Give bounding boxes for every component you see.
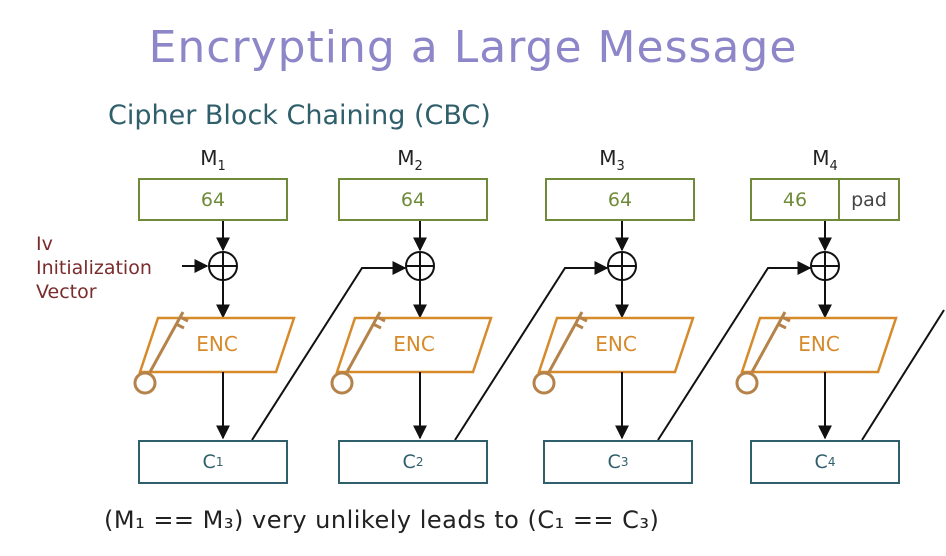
enc-label-4: ENC	[798, 332, 840, 356]
subtitle: Cipher Block Chaining (CBC)	[108, 100, 491, 131]
message-block-2: 64	[338, 178, 488, 221]
m1-label: $M_1$	[200, 146, 226, 174]
page-title: Encrypting a Large Message	[148, 22, 798, 73]
column-1	[135, 221, 405, 440]
message-block-3: 64	[545, 178, 695, 221]
column-2	[332, 221, 607, 440]
message-block-4-value: 46	[782, 188, 808, 211]
m3-label: $M_3$	[599, 146, 625, 174]
m4-label: $M_4$	[812, 146, 838, 174]
message-block-4-pad: pad	[838, 180, 898, 219]
message-block-1: 64	[138, 178, 288, 221]
column-3	[534, 221, 810, 440]
iv-label-line-3: Vector	[36, 281, 97, 303]
enc-label-3: ENC	[595, 332, 637, 356]
footer-note: (M₁ == M₃) very unlikely leads to (C₁ == C₃)	[104, 506, 660, 534]
cipher-block-3: C 3	[543, 440, 693, 484]
iv-label-line-1: Iv	[36, 233, 53, 255]
enc-label-2: ENC	[393, 332, 435, 356]
iv-label-line-2: Initialization	[36, 257, 152, 279]
enc-label-1: ENC	[196, 332, 238, 356]
column-4	[737, 221, 944, 440]
m2-label: $M_2$	[397, 146, 423, 174]
chain-c4-next	[862, 310, 944, 440]
cipher-block-1: C 1	[138, 440, 288, 484]
cipher-block-4: C 4	[750, 440, 900, 484]
cipher-block-2: C 2	[338, 440, 488, 484]
message-block-4	[750, 178, 900, 221]
